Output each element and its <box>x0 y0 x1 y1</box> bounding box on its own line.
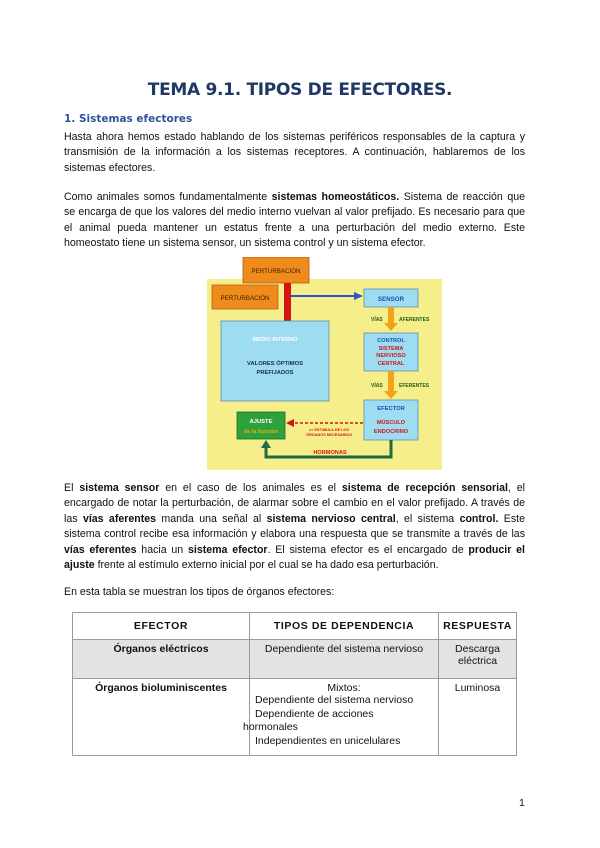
paragraph-table-intro: En esta tabla se muestran los tipos de órganos efectores: <box>64 586 335 598</box>
page-number: 1 <box>519 797 525 809</box>
bold-run: sistema efector <box>187 543 268 556</box>
dep-line: Independientes en unicelulares <box>255 734 401 747</box>
orange-arrow-2 <box>388 371 394 392</box>
hormonas-label: HORMONAS <box>313 450 347 456</box>
musculo-label: MÚSCULO <box>376 420 406 426</box>
text-run: hacia un <box>136 543 188 556</box>
funcion-label: de la función <box>243 429 279 435</box>
cell-dependencia <box>243 679 439 756</box>
text-run: Este sistema control recibe esa información y elabora una respuesta que se transmite a través de las <box>64 512 525 541</box>
endocrino-label: ENDOCRINO <box>373 429 409 435</box>
bold-run: sistemas homeostáticos. <box>271 191 400 203</box>
prefijados-label: PREFIJADOS <box>256 370 294 376</box>
estimula-label: >> ESTIMULA DE LOS <box>309 428 349 432</box>
dep-line: hormonales <box>243 721 298 733</box>
organos-label: ÓRGANOS NECESARIOS <box>306 433 352 437</box>
sensor-label: SENSOR <box>377 296 405 303</box>
effectors-table <box>72 612 517 756</box>
page-title: TEMA 9.1. TIPOS DE EFECTORES. <box>147 80 453 100</box>
paragraph-intro: Hasta ahora hemos estado hablando de los sistemas periféricos responsables de la captura y transmisión de la información a los sistemas receptores. A continuación, hablaremos de los sistemas efectores. <box>64 131 525 174</box>
bold-run: vías aferentes <box>82 512 157 525</box>
text-run: , el encargado de notar la perturbación, de alarmar sobre el cambio en el valor prefijado. A través de las <box>64 482 525 525</box>
cell-respuesta: Descarga eléctrica <box>439 640 517 679</box>
cell-respuesta: Luminosa <box>439 679 517 756</box>
bold-run: control. <box>459 512 499 525</box>
nervioso-label: NERVIOSO <box>376 353 406 359</box>
orange-arrow-1 <box>388 307 394 324</box>
bold-run: vías eferentes <box>64 543 137 556</box>
perturbation-top-label: PERTURBACIÓN <box>251 268 301 275</box>
table-row <box>73 679 517 756</box>
vias-label-1: VÍAS <box>371 317 383 323</box>
text-run: manda una señal al <box>156 512 267 525</box>
cell-efector: Órganos bioluminiscentes <box>73 679 250 756</box>
sistema-label: SISTEMA <box>378 346 404 352</box>
section-heading: 1. Sistemas efectores <box>64 113 193 125</box>
efector-label: EFECTOR <box>377 406 405 412</box>
medio-interno-label: MEDIO INTERNO <box>252 337 298 343</box>
red-arrow-shaft <box>284 283 291 325</box>
bold-run: sistema de recepción sensorial <box>341 482 508 494</box>
text-run: en el caso de los animales es el <box>159 482 342 494</box>
perturbation-label: PERTURBACIÓN <box>220 295 270 302</box>
homeostat-diagram <box>207 257 442 470</box>
text-run: El <box>64 482 80 494</box>
text-run: frente al estímulo externo inicial por el cual se ha dado esa perturbación. <box>94 559 439 572</box>
vias-label-2: VÍAS <box>371 383 383 389</box>
table-row <box>73 640 517 679</box>
paragraph-sensor-system <box>64 481 525 573</box>
dep-line: Dependiente del sistema nervioso <box>255 694 414 706</box>
dep-title: Mixtos: <box>327 682 361 694</box>
paragraph-homeostatic <box>64 190 525 252</box>
ajuste-label: AJUSTE <box>249 419 273 425</box>
bold-run: sistema sensor <box>79 482 160 494</box>
cell-efector: Órganos eléctricos <box>73 640 250 679</box>
text-run: Sistema de reacción que se encarga de que los valores del medio interno vuelvan al valor prefijado. Es necesario para que el animal pueda mantener un estatus frente a una perturbación del medio externo. Este homeostato tiene un sistema sensor, un sistema control y un sistema efector. <box>64 191 525 250</box>
text-run: . El sistema efector es el encargado de <box>267 543 469 556</box>
header-respuesta: RESPUESTA <box>439 613 517 640</box>
bold-run: producir el ajuste <box>64 543 525 572</box>
header-dependencia: TIPOS DE DEPENDENCIA <box>250 613 439 640</box>
dep-line: Dependiente de acciones <box>255 707 374 720</box>
aferentes-label: AFERENTES <box>399 317 430 323</box>
bold-run: sistema nervioso central <box>266 512 396 525</box>
eferentes-label: EFERENTES <box>399 383 430 389</box>
text-run: , el sistema <box>395 512 460 525</box>
valores-label: VALORES ÓPTIMOS <box>247 361 303 367</box>
cell-dependencia: Dependiente del sistema nervioso <box>250 640 439 679</box>
central-label: CENTRAL <box>377 361 405 367</box>
control-label: CONTROL <box>377 338 405 344</box>
table-header-row <box>73 613 517 640</box>
text-run: Como animales somos fundamentalmente <box>64 191 272 203</box>
header-efector: EFECTOR <box>73 613 250 640</box>
